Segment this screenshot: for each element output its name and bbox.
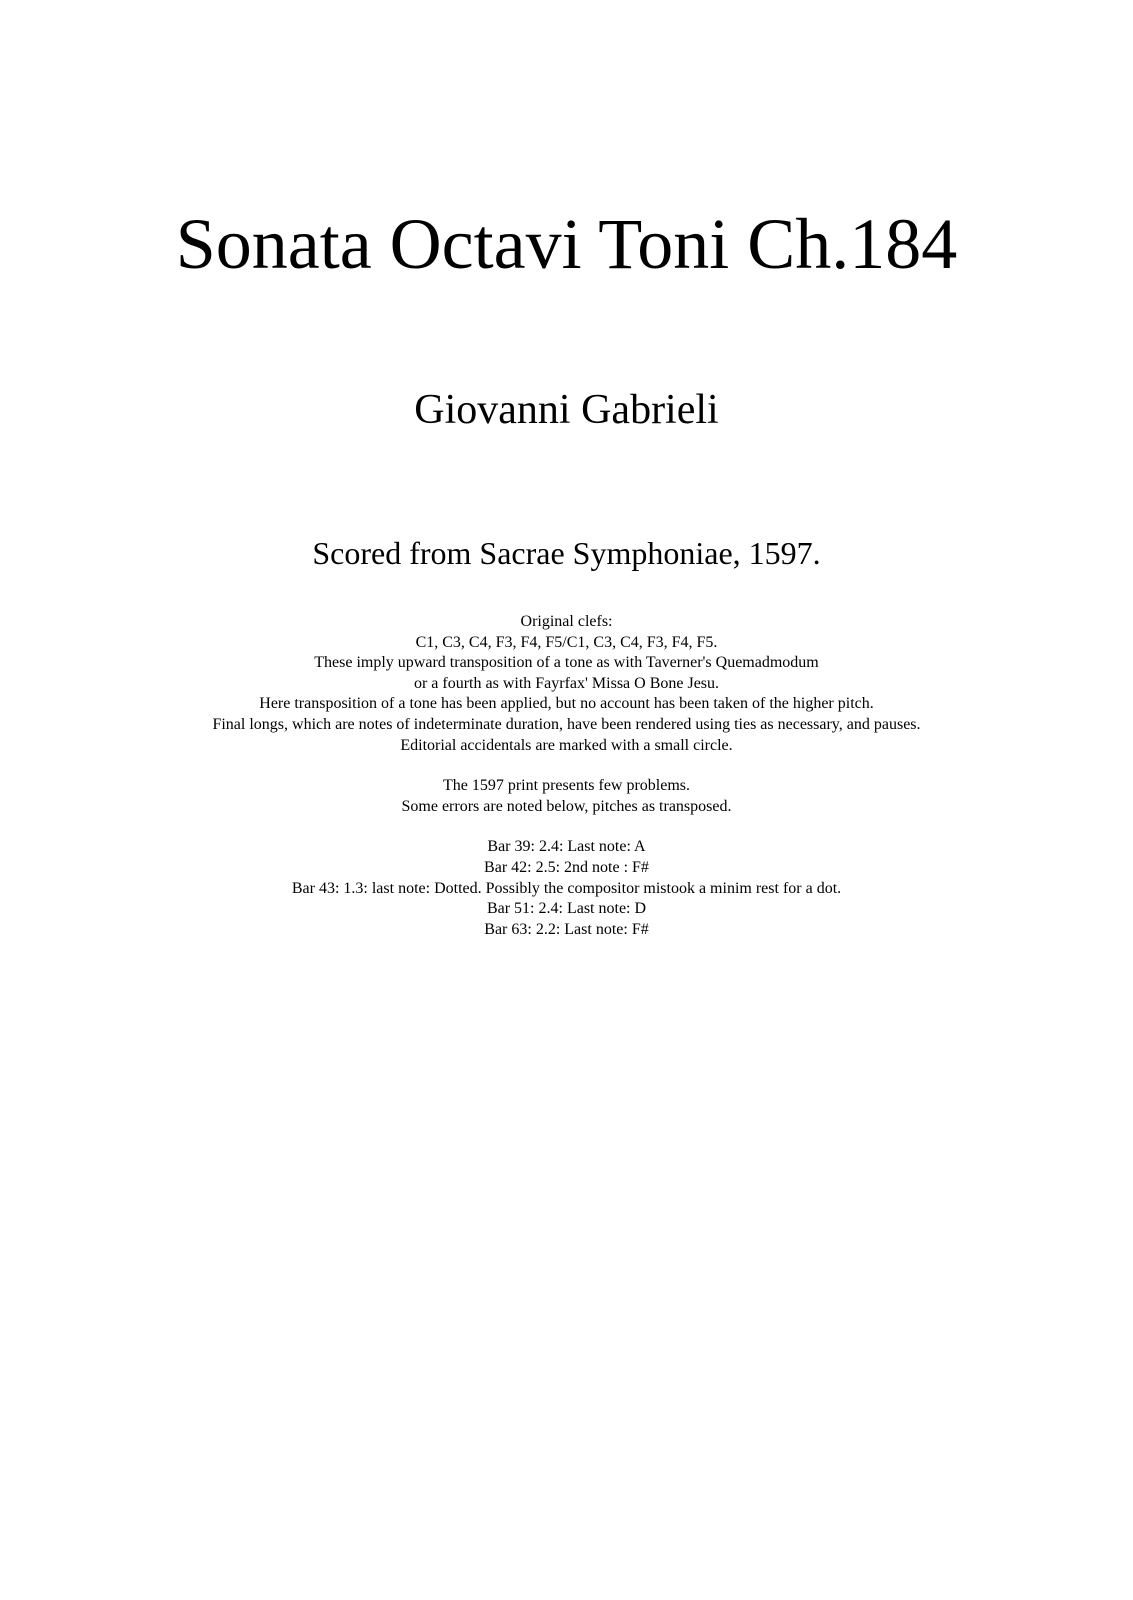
spacer	[0, 756, 1133, 776]
transposition-note: These imply upward transposition of a tone as with Taverner's Quemadmodum	[314, 654, 819, 672]
final-longs-note: Final longs, which are notes of indeterminate duration, have been rendered using ties as necessary, and pauses.	[212, 715, 921, 733]
print-note: The 1597 print presents few problems.	[442, 777, 691, 795]
erratum-line: Bar 42: 2.5: 2nd note : F#	[484, 858, 649, 876]
editorial-notes	[0, 612, 1133, 940]
erratum-line: Bar 39: 2.4: Last note: A	[487, 838, 646, 856]
clefs-heading: Original clefs:	[520, 613, 613, 630]
source-statement: Scored from Sacrae Symphoniae, 1597.	[312, 535, 821, 571]
print-note: Some errors are noted below, pitches as transposed.	[401, 797, 732, 815]
transposition-note: Here transposition of a tone has been applied, but no account has been taken of the higher pitch.	[259, 695, 874, 713]
erratum-line: Bar 51: 2.4: Last note: D	[486, 900, 647, 918]
piece-title: Sonata Octavi Toni Ch.184	[175, 204, 958, 284]
transposition-note: or a fourth as with Fayrfax' Missa O Bone Jesu.	[413, 674, 720, 692]
erratum-line: Bar 43: 1.3: last note: Dotted. Possibly the compositor mistook a minim rest for a dot.	[291, 879, 842, 897]
clefs-list: C1, C3, C4, F3, F4, F5/C1, C3, C4, F3, F4, F5.	[415, 633, 718, 651]
erratum-line: Bar 63: 2.2: Last note: F#	[484, 920, 649, 938]
spacer	[0, 817, 1133, 837]
composer-name: Giovanni Gabrieli	[414, 387, 719, 433]
accidentals-note: Editorial accidentals are marked with a small circle.	[400, 736, 733, 754]
